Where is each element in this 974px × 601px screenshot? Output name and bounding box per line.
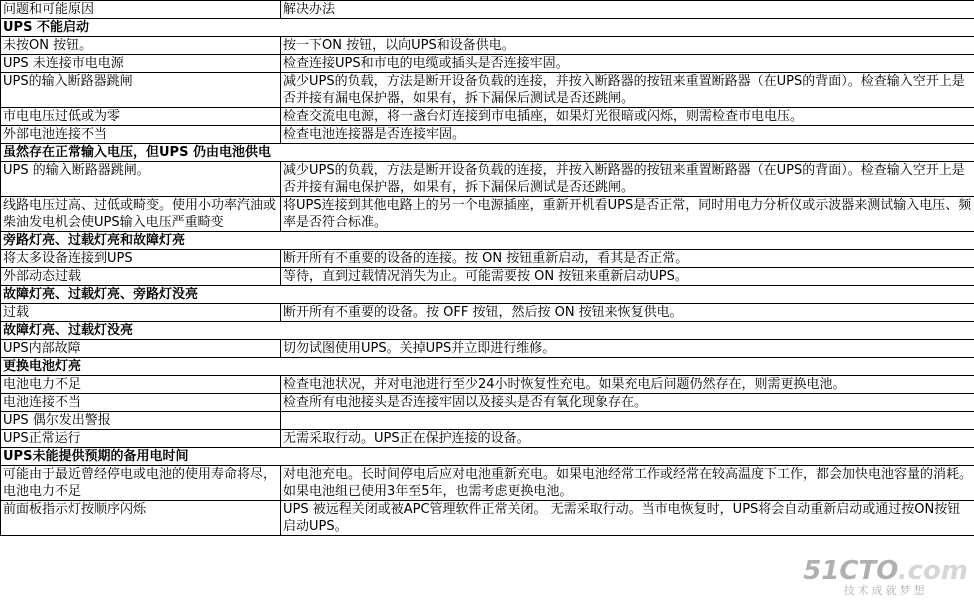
header-row xyxy=(1,1,974,19)
watermark xyxy=(803,558,968,597)
section-row xyxy=(1,144,974,162)
solution-cell: 检查连接UPS和市电的电缆或插头是否连接牢固。 xyxy=(281,55,974,73)
table-row xyxy=(1,197,974,232)
watermark-logo-dot: .com xyxy=(897,556,968,586)
solution-cell: 减少UPS的负载，方法是断开设备负载的连接，并按入断路器的按钮来重置断路器（在UPS的背面）。检查输入空开上是否并接有漏电保护器，如果有，拆下漏保后测试是否还跳闸。 xyxy=(281,162,974,197)
solution-cell: 等待，直到过载情况消失为止。可能需要按 ON 按钮来重新启动UPS。 xyxy=(281,268,974,286)
problem-cell: 市电电压过低或为零 xyxy=(1,108,281,126)
solution-cell: 检查电池连接器是否连接牢固。 xyxy=(281,126,974,144)
problem-cell: 电池电力不足 xyxy=(1,376,281,394)
table-row xyxy=(1,126,974,144)
watermark-subtitle: 技术成就梦想 xyxy=(843,584,928,597)
section-row xyxy=(1,286,974,304)
problem-cell: 电池连接不当 xyxy=(1,394,281,412)
solution-cell: 切勿试图使用UPS。关掉UPS并立即进行维修。 xyxy=(281,340,974,358)
header-solution: 解决办法 xyxy=(281,1,974,19)
solution-cell xyxy=(281,412,974,430)
section-title: 更换电池灯亮 xyxy=(1,358,974,376)
problem-cell: 过载 xyxy=(1,304,281,322)
problem-cell: UPS正常运行 xyxy=(1,430,281,448)
section-row xyxy=(1,232,974,250)
solution-cell: 无需采取行动。UPS正在保护连接的设备。 xyxy=(281,430,974,448)
problem-cell: 线路电压过高、过低或畸变。使用小功率汽油或柴油发电机会使UPS输入电压严重畸变 xyxy=(1,197,281,232)
section-title: 故障灯亮、过载灯没亮 xyxy=(1,322,974,340)
solution-cell: 对电池充电。长时间停电后应对电池重新充电。如果电池经常工作或经常在较高温度下工作，都会加快电池容量的消耗。如果电池组已使用3年至5年，也需考虑更换电池。 xyxy=(281,466,974,501)
table-row xyxy=(1,268,974,286)
header-problem: 问题和可能原因 xyxy=(1,1,281,19)
solution-cell: 断开所有不重要的设备的连接。按 ON 按钮重新启动，看其是否正常。 xyxy=(281,250,974,268)
watermark-logo xyxy=(803,558,968,584)
problem-cell: 将太多设备连接到UPS xyxy=(1,250,281,268)
section-title: 故障灯亮、过载灯亮、旁路灯没亮 xyxy=(1,286,974,304)
solution-cell: 检查交流电电源，将一盏台灯连接到市电插座，如果灯光很暗或闪烁，则需检查市电电压。 xyxy=(281,108,974,126)
section-row xyxy=(1,358,974,376)
table-body xyxy=(1,1,974,536)
solution-cell: 检查所有电池接头是否连接牢固以及接头是否有氧化现象存在。 xyxy=(281,394,974,412)
section-title: UPS 不能启动 xyxy=(1,19,974,37)
section-row xyxy=(1,322,974,340)
table-row xyxy=(1,340,974,358)
table-row xyxy=(1,501,974,536)
solution-cell: 将UPS连接到其他电路上的另一个电源插座，重新开机看UPS是否正常，同时用电力分析仪或示波器来测试输入电压、频率是否符合标准。 xyxy=(281,197,974,232)
problem-cell: UPS内部故障 xyxy=(1,340,281,358)
solution-cell: 减少UPS的负载，方法是断开设备负载的连接，并按入断路器的按钮来重置断路器（在UPS的背面）。检查输入空开上是否并接有漏电保护器，如果有，拆下漏保后测试是否还跳闸。 xyxy=(281,73,974,108)
table-row xyxy=(1,162,974,197)
table-row xyxy=(1,55,974,73)
problem-cell: 外部电池连接不当 xyxy=(1,126,281,144)
problem-cell: 前面板指示灯按顺序闪烁 xyxy=(1,501,281,536)
section-title: 旁路灯亮、过载灯亮和故障灯亮 xyxy=(1,232,974,250)
watermark-logo-main: 51CTO xyxy=(803,556,898,586)
solution-cell: 断开所有不重要的设备。按 OFF 按钮，然后按 ON 按钮来恢复供电。 xyxy=(281,304,974,322)
problem-cell: 可能由于最近曾经停电或电池的使用寿命将尽，电池电力不足 xyxy=(1,466,281,501)
section-row xyxy=(1,448,974,466)
solution-cell: 检查电池状况，并对电池进行至少24小时恢复性充电。如果充电后问题仍然存在，则需更换电池。 xyxy=(281,376,974,394)
table-row xyxy=(1,430,974,448)
section-title: 虽然存在正常输入电压，但UPS 仍由电池供电 xyxy=(1,144,974,162)
table-row xyxy=(1,108,974,126)
table-row xyxy=(1,304,974,322)
problem-cell: 未按ON 按钮。 xyxy=(1,37,281,55)
table-row xyxy=(1,412,974,430)
table-row xyxy=(1,376,974,394)
table-row xyxy=(1,394,974,412)
problem-cell: UPS 偶尔发出警报 xyxy=(1,412,281,430)
problem-cell: 外部动态过载 xyxy=(1,268,281,286)
section-title: UPS未能提供预期的备用电时间 xyxy=(1,448,974,466)
problem-cell: UPS 未连接市电电源 xyxy=(1,55,281,73)
solution-cell: 按一下ON 按钮，以向UPS和设备供电。 xyxy=(281,37,974,55)
problem-cell: UPS 的输入断路器跳闸。 xyxy=(1,162,281,197)
section-row xyxy=(1,19,974,37)
solution-cell: UPS 被远程关闭或被APC管理软件正常关闭。 无需采取行动。当市电恢复时，UPS将会自动重新启动或通过按ON按钮启动UPS。 xyxy=(281,501,974,536)
table-row xyxy=(1,466,974,501)
table-row xyxy=(1,37,974,55)
table-row xyxy=(1,73,974,108)
table-row xyxy=(1,250,974,268)
problem-cell: UPS的输入断路器跳闸 xyxy=(1,73,281,108)
